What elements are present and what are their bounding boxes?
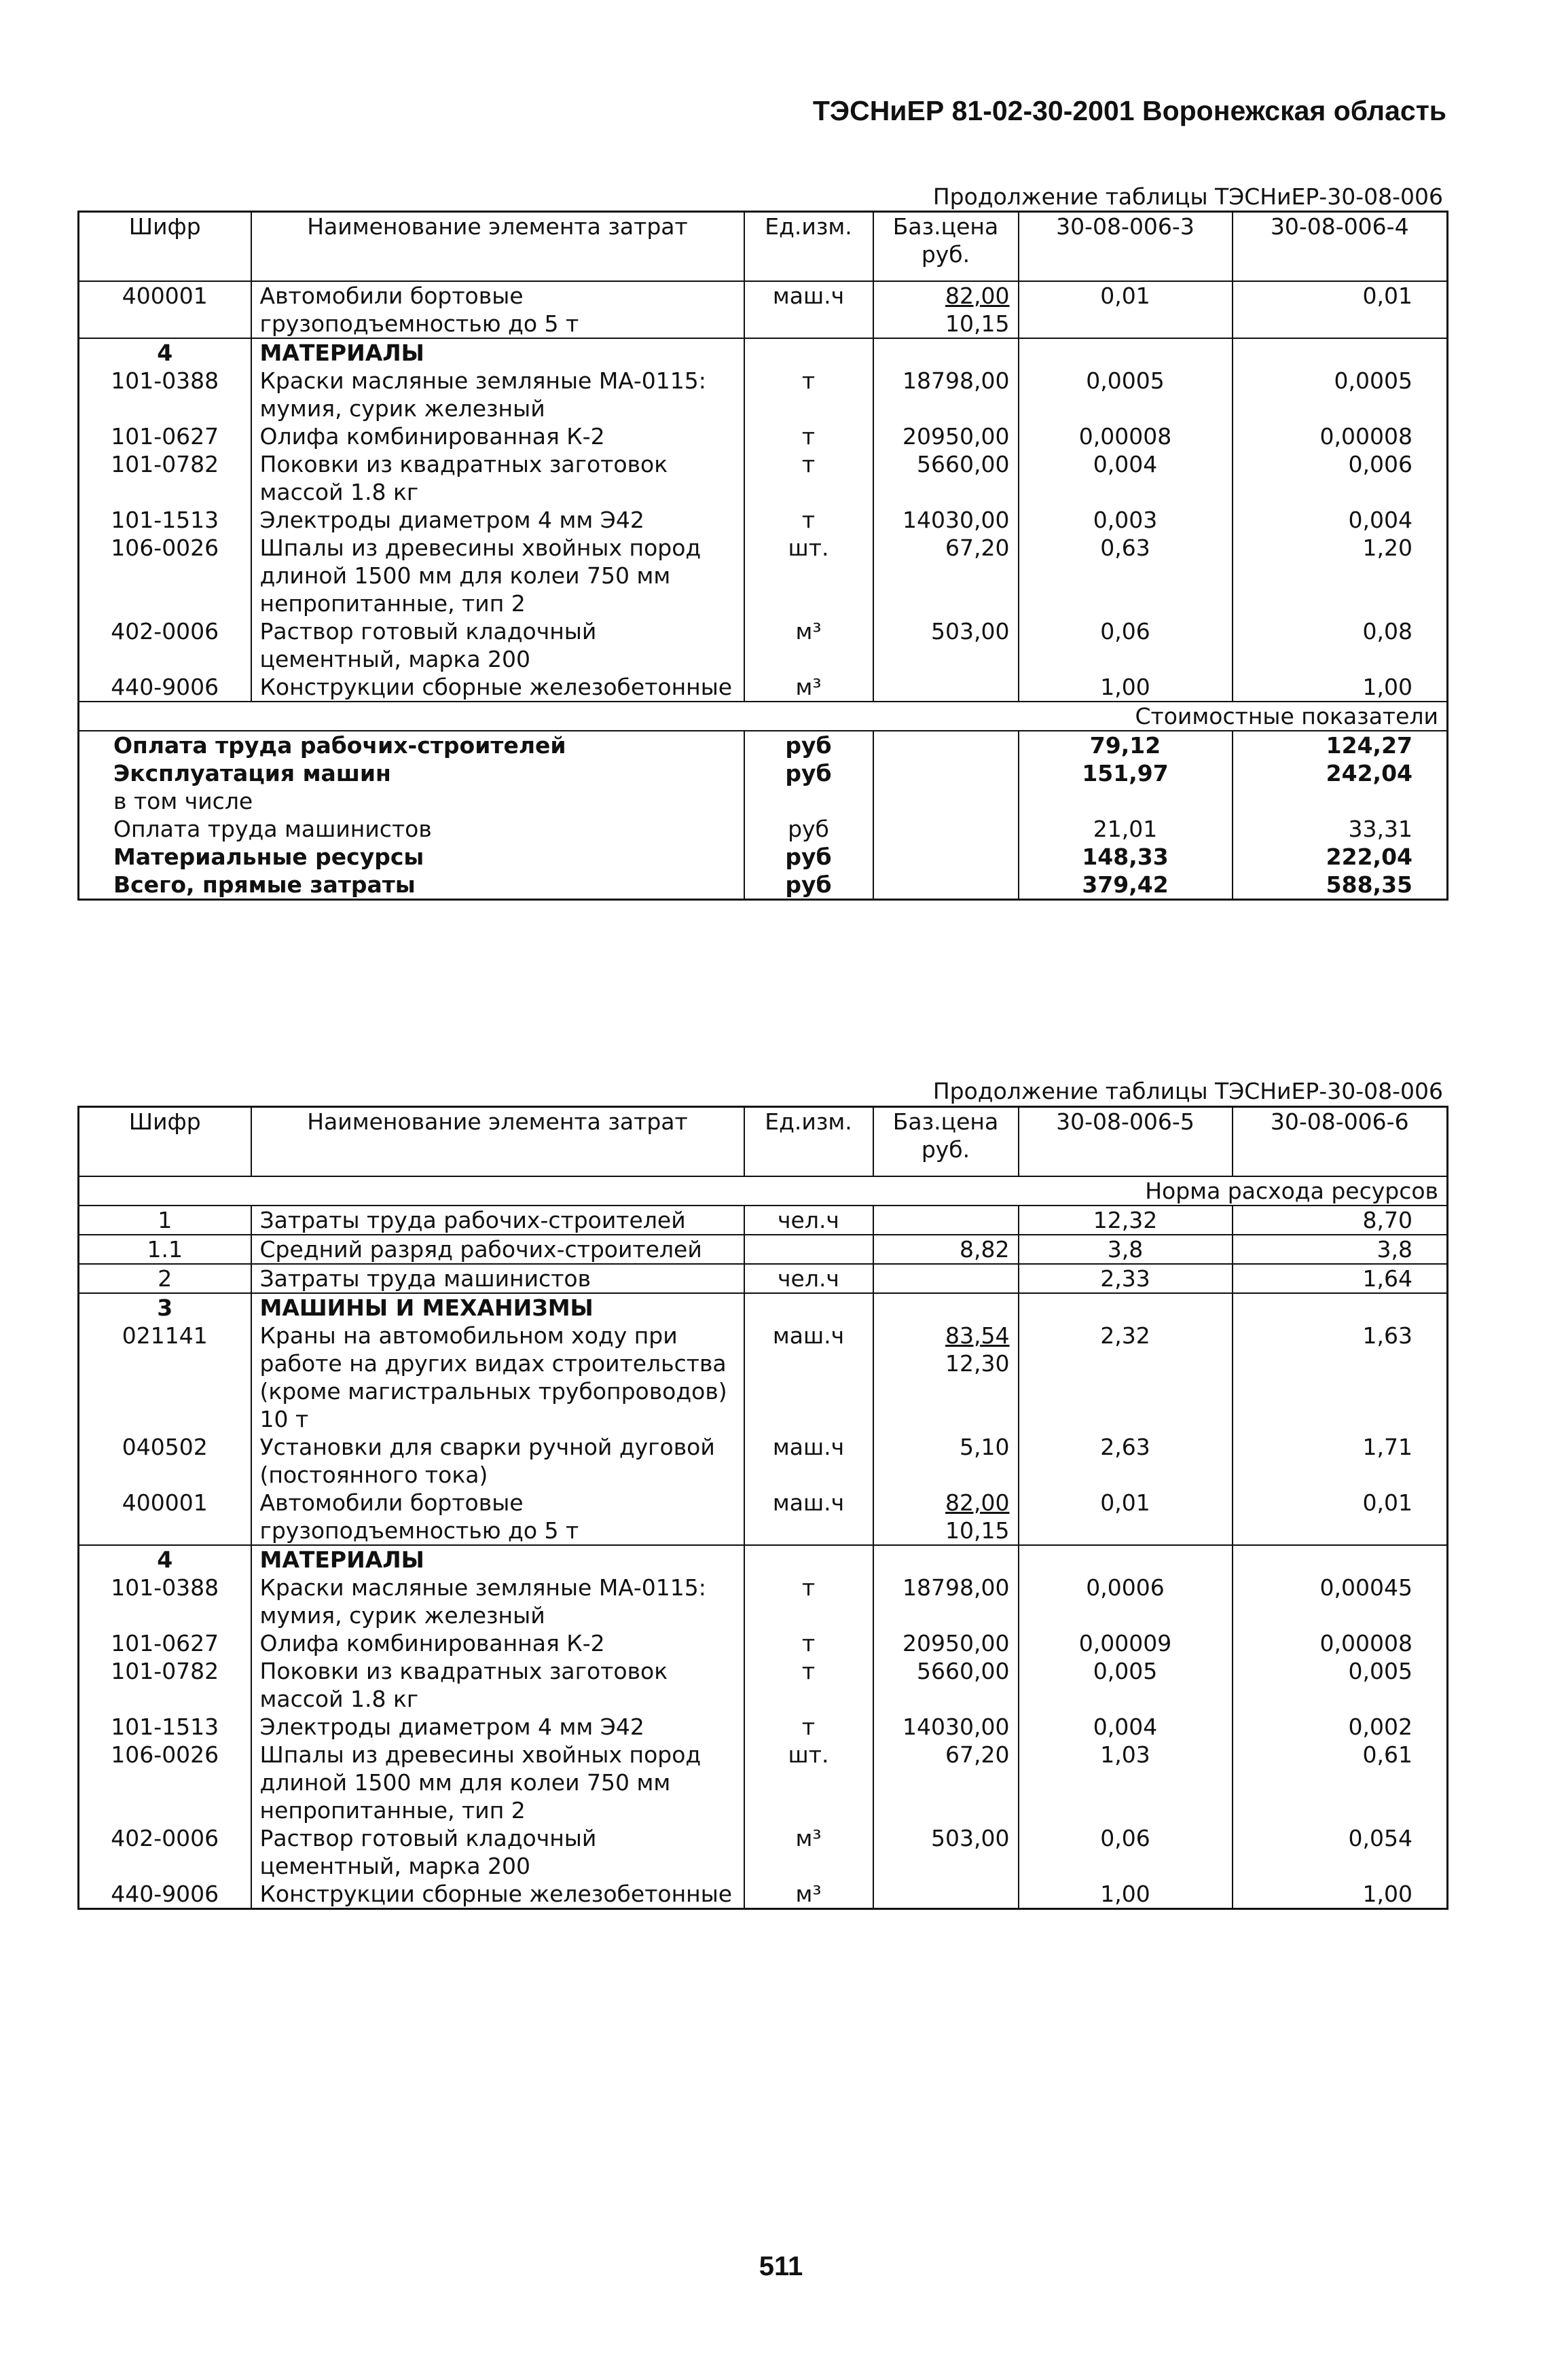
- cell-rate-a: 1,00: [1019, 673, 1233, 702]
- cell-price: 503,00: [873, 1824, 1019, 1880]
- cell-code: 440-9006: [111, 673, 219, 700]
- cell-rate-a: 0,06: [1019, 617, 1233, 673]
- price-operator-wage: 10,15: [945, 310, 1010, 337]
- cell-rate-a: 12,32: [1019, 1206, 1233, 1235]
- cell-rate-b: 1,64: [1233, 1264, 1448, 1293]
- cell-rate-b: 0,004: [1233, 506, 1448, 534]
- table-row: [79, 1489, 1448, 1545]
- summary-label: в том числе: [113, 787, 253, 814]
- cell-price: [873, 1545, 1019, 1574]
- cell-rate-a: 0,0006: [1019, 1574, 1233, 1629]
- table2-band-row: [79, 1176, 1448, 1206]
- cell-unit: маш.ч: [744, 1322, 873, 1433]
- cell-code: 3: [79, 1293, 251, 1322]
- cell-price: [873, 673, 1019, 702]
- summary-rate-b: 242,04: [1233, 759, 1448, 787]
- summary-label: Всего, прямые затраты: [113, 871, 416, 898]
- price-machine: 83,54: [945, 1322, 1010, 1349]
- summary-rate-b: 33,31: [1233, 815, 1448, 843]
- cell-code: 1.1: [79, 1235, 251, 1264]
- summary-row: [79, 843, 1448, 871]
- cell-rate-a: [1019, 1545, 1233, 1574]
- cell-code: 440-9006: [111, 1880, 219, 1907]
- cell-rate-b: 0,08: [1233, 617, 1448, 673]
- cell-rate-a: 2,32: [1019, 1322, 1233, 1433]
- price-machine: 82,00: [945, 1489, 1010, 1516]
- cell-price: [873, 1489, 1019, 1545]
- section-row: [79, 1293, 1448, 1322]
- column-header-name: Наименование элемента затрат: [251, 1107, 744, 1176]
- summary-price: [873, 731, 1019, 759]
- summary-unit: руб: [744, 759, 873, 787]
- cell-unit: м³: [744, 673, 873, 702]
- cell-rate-a: 3,8: [1019, 1235, 1233, 1264]
- table2-caption: Продолжение таблицы ТЭСНиЕР-30-08-006: [932, 1078, 1443, 1104]
- cell-name: Шпалы из древесины хвойных пород длиной 1500 мм для колеи 750 мм непропитанные, тип 2: [251, 1741, 744, 1824]
- summary-row: [79, 787, 1448, 815]
- cell-code: 101-0388: [111, 1574, 219, 1601]
- table1-header-row: [79, 212, 1448, 281]
- cell-rate-a: [1019, 1293, 1233, 1322]
- cell-name: Установки для сварки ручной дуговой (постоянного тока): [251, 1433, 744, 1489]
- summary-rate-a: 151,97: [1019, 759, 1233, 787]
- cell-price: [873, 1322, 1019, 1433]
- summary-rate-b: [1233, 787, 1448, 815]
- summary-price: [873, 843, 1019, 871]
- summary-unit: руб: [744, 871, 873, 900]
- cell-rate-a: 0,00008: [1019, 422, 1233, 450]
- summary-rate-a: 21,01: [1019, 815, 1233, 843]
- cost-band-row: [79, 702, 1448, 731]
- summary-unit: руб: [744, 843, 873, 871]
- summary-rate-a: 379,42: [1019, 871, 1233, 900]
- section-row: [79, 1545, 1448, 1574]
- cell-rate-a: 2,33: [1019, 1264, 1233, 1293]
- cell-price: [873, 1880, 1019, 1909]
- cell-rate-b: 1,71: [1233, 1433, 1448, 1489]
- column-header-code: Шифр: [79, 212, 251, 281]
- summary-price: [873, 759, 1019, 787]
- table-row: [79, 1322, 1448, 1433]
- table-row: [79, 1657, 1448, 1713]
- cell-rate-b: 0,61: [1233, 1741, 1448, 1824]
- section-row: [79, 338, 1448, 367]
- cell-name: Затраты труда машинистов: [251, 1264, 744, 1293]
- cell-rate-b: 0,00008: [1233, 1629, 1448, 1657]
- table-row: [79, 1880, 1448, 1909]
- cell-code: 101-0782: [111, 450, 219, 477]
- table-row: [79, 1741, 1448, 1824]
- summary-price: [873, 871, 1019, 900]
- table-row: [79, 422, 1448, 450]
- cell-name: Шпалы из древесины хвойных пород длиной 1500 мм для колеи 750 мм непропитанные, тип 2: [251, 534, 744, 617]
- cell-unit: [744, 1235, 873, 1264]
- cell-name: Электроды диаметром 4 мм Э42: [251, 1713, 744, 1741]
- cell-name: Автомобили бортовые грузоподъемностью до 5 т: [251, 1489, 744, 1545]
- cell-name: Раствор готовый кладочный цементный, марка 200: [251, 617, 744, 673]
- cell-rate-b: 8,70: [1233, 1206, 1448, 1235]
- cell-name: Краски масляные земляные МА-0115: мумия, сурик железный: [251, 367, 744, 422]
- table-row: [79, 1433, 1448, 1489]
- band-label: Стоимостные показатели: [79, 702, 1448, 731]
- column-header-rate-b: 30-08-006-6: [1233, 1107, 1448, 1176]
- summary-rate-b: 124,27: [1233, 731, 1448, 759]
- column-header-rate-a: 30-08-006-5: [1019, 1107, 1233, 1176]
- cell-rate-a: 0,0005: [1019, 367, 1233, 422]
- summary-label: Эксплуатация машин: [113, 759, 391, 786]
- cell-name: Краски масляные земляные МА-0115: мумия, сурик железный: [251, 1574, 744, 1629]
- cell-code: 101-1513: [111, 506, 219, 533]
- table-row: [79, 1629, 1448, 1657]
- column-header-price: Баз.цена руб.: [873, 1107, 1019, 1176]
- cell-code: 101-0782: [111, 1657, 219, 1684]
- table-row: [79, 673, 1448, 702]
- cell-rate-a: [1019, 338, 1233, 367]
- cell-name: Поковки из квадратных заготовок массой 1.8 кг: [251, 450, 744, 506]
- cell-price: 67,20: [873, 1741, 1019, 1824]
- cell-unit: т: [744, 1713, 873, 1741]
- cell-name: Краны на автомобильном ходу при работе на других видах строительства (кроме магистральных трубопроводов) 10 т: [251, 1322, 744, 1433]
- summary-unit: [744, 787, 873, 815]
- cell-rate-b: 0,01: [1233, 281, 1448, 338]
- cell-code: 101-0627: [111, 1629, 219, 1656]
- cell-price: [873, 1293, 1019, 1322]
- cell-rate-b: 0,00045: [1233, 1574, 1448, 1629]
- cell-rate-a: 1,00: [1019, 1880, 1233, 1909]
- cell-rate-a: 0,004: [1019, 450, 1233, 506]
- cell-price: 5,10: [873, 1433, 1019, 1489]
- cell-unit: шт.: [744, 534, 873, 617]
- cell-rate-a: 0,003: [1019, 506, 1233, 534]
- cell-name: Раствор готовый кладочный цементный, марка 200: [251, 1824, 744, 1880]
- table2-header-row: [79, 1107, 1448, 1176]
- cell-rate-a: 0,01: [1019, 281, 1233, 338]
- cell-code: 021141: [122, 1322, 208, 1349]
- cell-unit: т: [744, 1574, 873, 1629]
- summary-row: [79, 871, 1448, 900]
- summary-unit: руб: [744, 731, 873, 759]
- price-operator-wage: 12,30: [945, 1350, 1010, 1377]
- cell-unit: маш.ч: [744, 1489, 873, 1545]
- column-header-unit: Ед.изм.: [744, 212, 873, 281]
- cell-price: 20950,00: [873, 422, 1019, 450]
- cell-name: Электроды диаметром 4 мм Э42: [251, 506, 744, 534]
- cell-unit: т: [744, 422, 873, 450]
- cell-code: 1: [158, 1206, 172, 1233]
- cell-unit: м³: [744, 1824, 873, 1880]
- table-row: [79, 281, 1448, 338]
- cell-price: [873, 338, 1019, 367]
- cell-name: Олифа комбинированная К-2: [251, 422, 744, 450]
- page-header-title: ТЭСНиЕР 81-02-30-2001 Воронежская область: [812, 95, 1446, 126]
- cell-unit: [744, 1545, 873, 1574]
- cell-name: Средний разряд рабочих-строителей: [251, 1235, 744, 1264]
- cell-rate-b: 0,005: [1233, 1657, 1448, 1713]
- cell-rate-a: 2,63: [1019, 1433, 1233, 1489]
- cell-code: 402-0006: [111, 1824, 219, 1851]
- cell-unit: т: [744, 367, 873, 422]
- cell-rate-b: [1233, 1545, 1448, 1574]
- table-row: [79, 450, 1448, 506]
- cell-rate-a: 0,00009: [1019, 1629, 1233, 1657]
- price-operator-wage: 10,15: [945, 1517, 1010, 1544]
- cell-unit: шт.: [744, 1741, 873, 1824]
- table-row: [79, 1713, 1448, 1741]
- cell-code: 106-0026: [111, 1741, 219, 1768]
- cell-unit: чел.ч: [744, 1206, 873, 1235]
- cell-price: 503,00: [873, 617, 1019, 673]
- cell-price: 67,20: [873, 534, 1019, 617]
- table-row: [79, 534, 1448, 617]
- cell-name: Поковки из квадратных заготовок массой 1.8 кг: [251, 1657, 744, 1713]
- cell-rate-b: 0,002: [1233, 1713, 1448, 1741]
- cell-name: Конструкции сборные железобетонные: [251, 1880, 744, 1909]
- cell-price: [873, 281, 1019, 338]
- table-row: [79, 367, 1448, 422]
- cell-code: 101-0388: [111, 367, 219, 394]
- cell-rate-a: 0,005: [1019, 1657, 1233, 1713]
- column-header-code: Шифр: [79, 1107, 251, 1176]
- summary-unit: руб: [744, 815, 873, 843]
- band-label: Норма расхода ресурсов: [79, 1176, 1448, 1206]
- summary-price: [873, 787, 1019, 815]
- summary-rate-a: [1019, 787, 1233, 815]
- cell-price: 14030,00: [873, 1713, 1019, 1741]
- cell-price: 18798,00: [873, 1574, 1019, 1629]
- column-header-price: Баз.цена руб.: [873, 212, 1019, 281]
- cell-unit: т: [744, 1657, 873, 1713]
- summary-rate-a: 148,33: [1019, 843, 1233, 871]
- cell-price: 5660,00: [873, 450, 1019, 506]
- page-number: 511: [759, 2251, 803, 2281]
- cell-code: 400001: [122, 1489, 208, 1516]
- cell-name: Автомобили бортовые грузоподъемностью до 5 т: [251, 281, 744, 338]
- cell-code: 101-1513: [111, 1713, 219, 1740]
- summary-row: [79, 731, 1448, 759]
- cell-unit: [744, 338, 873, 367]
- cell-rate-b: 3,8: [1233, 1235, 1448, 1264]
- cell-rate-b: 1,00: [1233, 673, 1448, 702]
- cell-name: Затраты труда рабочих-строителей: [251, 1206, 744, 1235]
- column-header-unit: Ед.изм.: [744, 1107, 873, 1176]
- cell-name: МАШИНЫ И МЕХАНИЗМЫ: [251, 1293, 744, 1322]
- table-row: [79, 1235, 1448, 1264]
- cell-rate-a: 0,63: [1019, 534, 1233, 617]
- table-row: [79, 506, 1448, 534]
- cell-price: [873, 1206, 1019, 1235]
- summary-label: Материальные ресурсы: [113, 843, 424, 870]
- table-row: [79, 1264, 1448, 1293]
- cell-price: 5660,00: [873, 1657, 1019, 1713]
- cell-rate-a: 0,004: [1019, 1713, 1233, 1741]
- summary-price: [873, 815, 1019, 843]
- cell-rate-b: 0,00008: [1233, 422, 1448, 450]
- cell-unit: т: [744, 506, 873, 534]
- cell-rate-b: 1,00: [1233, 1880, 1448, 1909]
- cell-rate-b: 0,054: [1233, 1824, 1448, 1880]
- table-row: [79, 1206, 1448, 1235]
- cell-unit: м³: [744, 1880, 873, 1909]
- column-header-rate-a: 30-08-006-3: [1019, 212, 1233, 281]
- cell-rate-a: 0,06: [1019, 1824, 1233, 1880]
- cell-code: 106-0026: [111, 534, 219, 561]
- cell-rate-a: 0,01: [1019, 1489, 1233, 1545]
- resource-table-1: [77, 211, 1448, 901]
- cell-code: 4: [79, 1545, 251, 1574]
- cell-code: 101-0627: [111, 422, 219, 450]
- cell-rate-a: 1,03: [1019, 1741, 1233, 1824]
- cell-unit: маш.ч: [744, 1433, 873, 1489]
- cell-unit: чел.ч: [744, 1264, 873, 1293]
- cell-rate-b: 0,01: [1233, 1489, 1448, 1545]
- cell-unit: м³: [744, 617, 873, 673]
- summary-row: [79, 759, 1448, 787]
- cell-code: 402-0006: [111, 617, 219, 645]
- cell-price: [873, 1264, 1019, 1293]
- price-machine: 82,00: [945, 282, 1010, 309]
- cell-code: 4: [79, 338, 251, 367]
- cell-unit: т: [744, 1629, 873, 1657]
- cell-rate-b: 0,0005: [1233, 367, 1448, 422]
- cell-rate-b: 0,006: [1233, 450, 1448, 506]
- cell-price: 8,82: [873, 1235, 1019, 1264]
- cell-rate-b: [1233, 1293, 1448, 1322]
- cell-rate-b: [1233, 338, 1448, 367]
- summary-label: Оплата труда машинистов: [113, 815, 432, 842]
- cell-unit: т: [744, 450, 873, 506]
- cell-name: МАТЕРИАЛЫ: [251, 1545, 744, 1574]
- cell-rate-b: 1,20: [1233, 534, 1448, 617]
- cell-code: 400001: [122, 282, 208, 309]
- cell-code: 2: [79, 1264, 251, 1293]
- table1-caption: Продолжение таблицы ТЭСНиЕР-30-08-006: [932, 183, 1443, 210]
- table-row: [79, 1824, 1448, 1880]
- cell-name: Олифа комбинированная К-2: [251, 1629, 744, 1657]
- summary-rate-a: 79,12: [1019, 731, 1233, 759]
- cell-price: 14030,00: [873, 506, 1019, 534]
- cell-name: Конструкции сборные железобетонные: [251, 673, 744, 702]
- cell-price: 18798,00: [873, 367, 1019, 422]
- cell-code: 040502: [122, 1433, 208, 1460]
- column-header-rate-b: 30-08-006-4: [1233, 212, 1448, 281]
- summary-label: Оплата труда рабочих-строителей: [113, 731, 566, 759]
- table-row: [79, 1574, 1448, 1629]
- summary-rate-b: 222,04: [1233, 843, 1448, 871]
- resource-table-2: [77, 1106, 1448, 1910]
- column-header-name: Наименование элемента затрат: [251, 212, 744, 281]
- summary-rate-b: 588,35: [1233, 871, 1448, 900]
- cell-unit: [744, 1293, 873, 1322]
- cell-unit: маш.ч: [744, 281, 873, 338]
- cell-name: МАТЕРИАЛЫ: [251, 338, 744, 367]
- cell-rate-b: 1,63: [1233, 1322, 1448, 1433]
- table-row: [79, 617, 1448, 673]
- cell-price: 20950,00: [873, 1629, 1019, 1657]
- summary-row: [79, 815, 1448, 843]
